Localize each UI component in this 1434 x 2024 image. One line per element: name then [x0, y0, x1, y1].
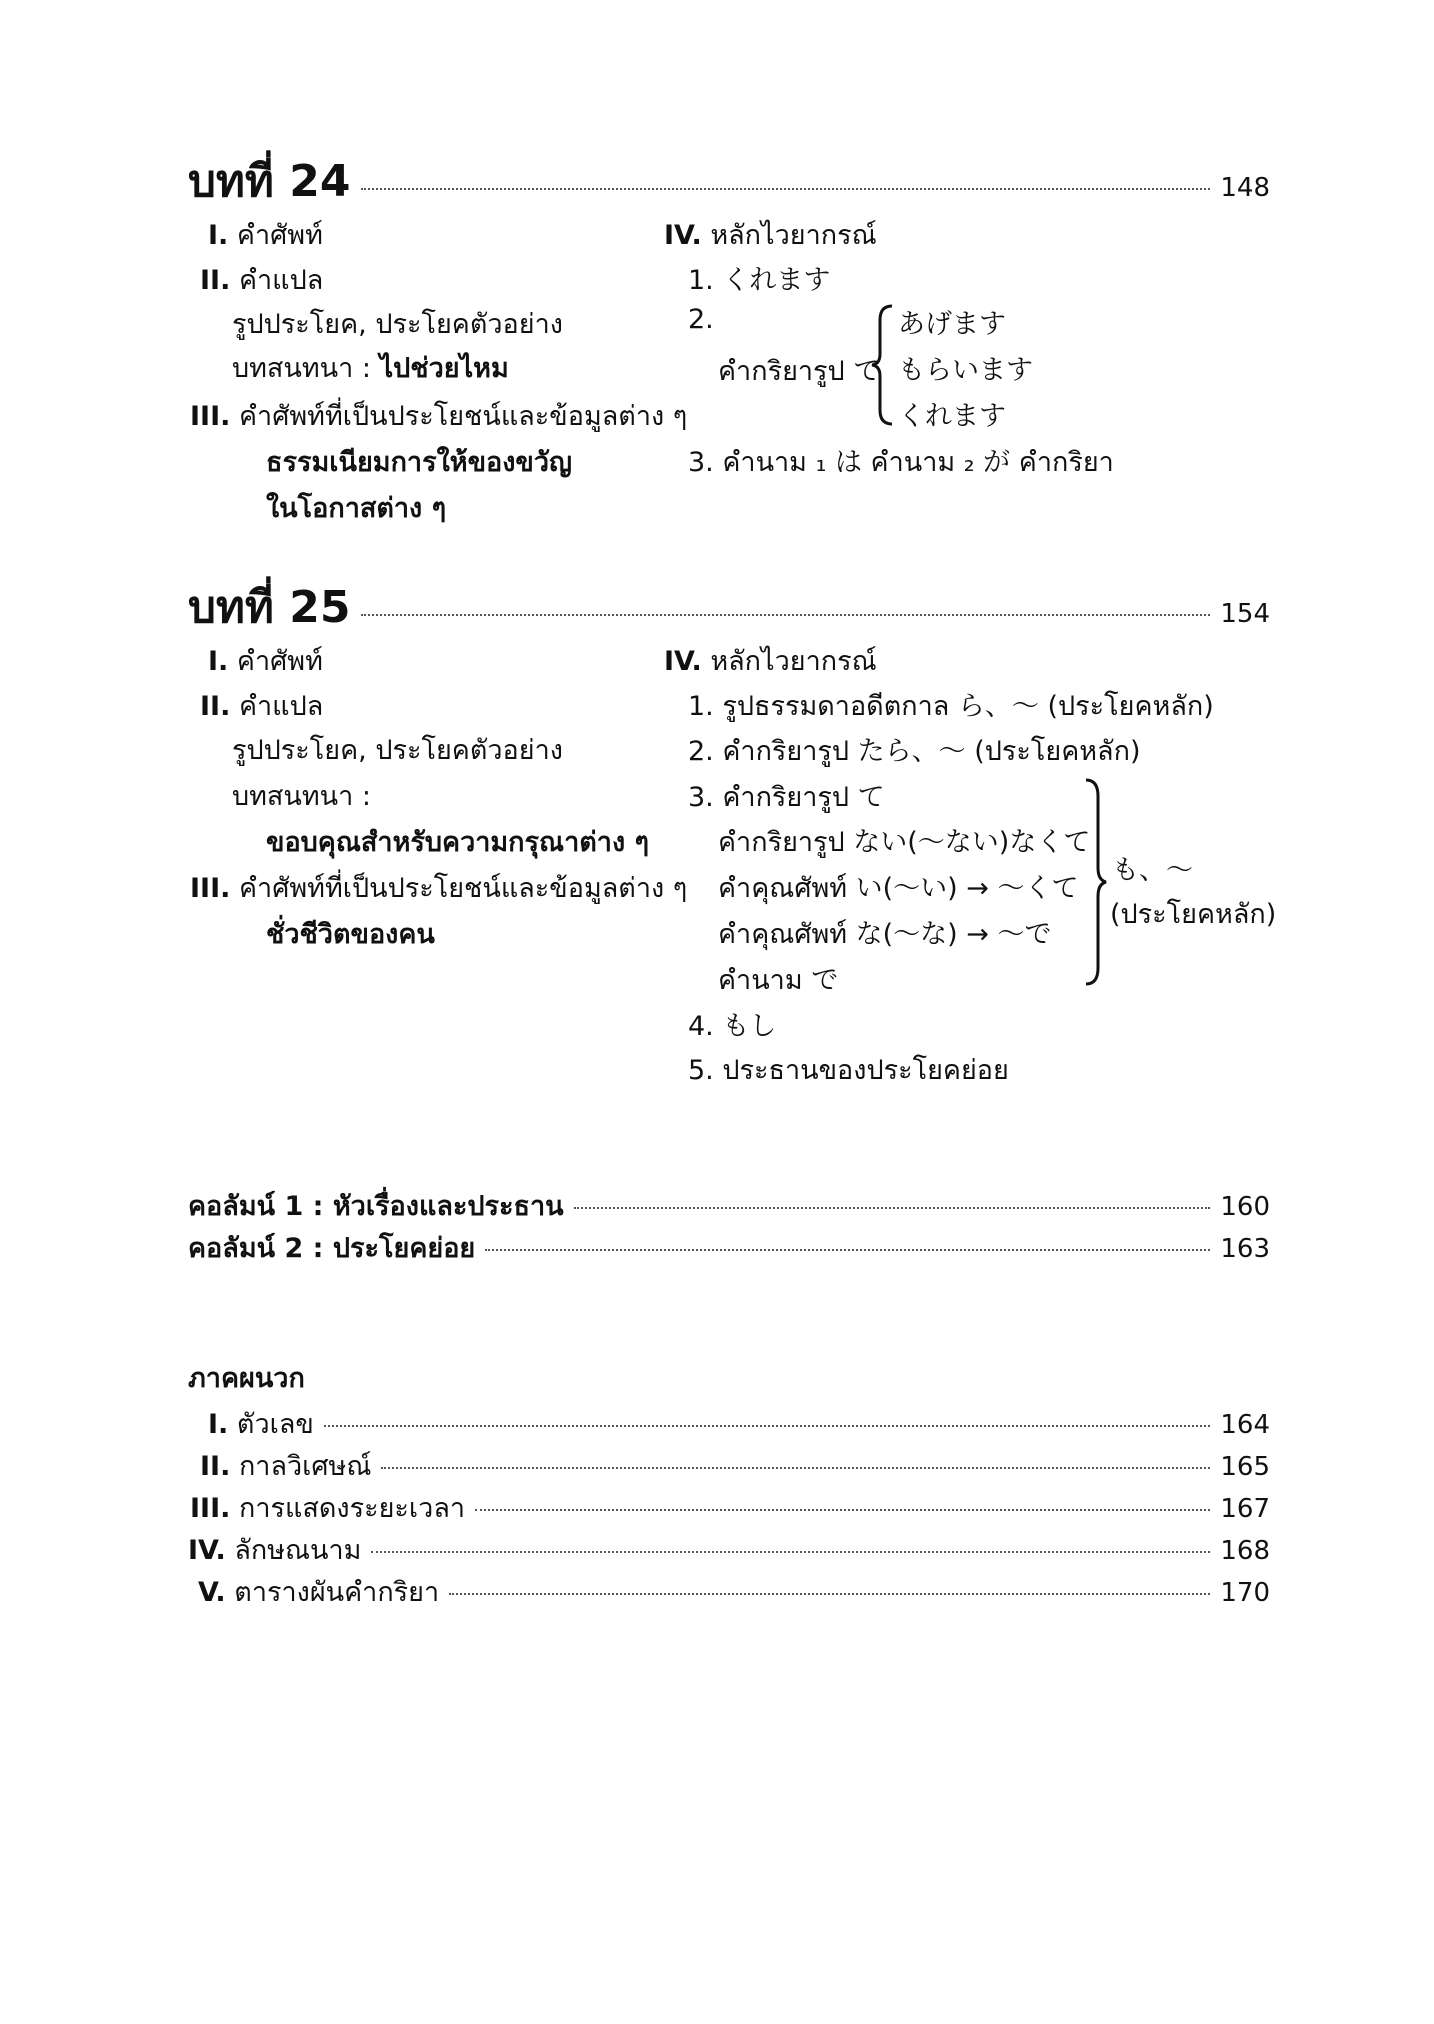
item-text: คำศัพท์	[236, 646, 323, 677]
appendix-row[interactable]	[190, 1486, 1270, 1529]
conversation-title: ไปช่วยไหม	[379, 353, 509, 384]
lesson24-grammar-2-label: คำกริยารูป て	[718, 356, 881, 387]
lesson25-item-1	[208, 639, 323, 682]
item-number: II.	[200, 265, 231, 296]
column-1-title: คอลัมน์ 1 : หัวเรื่องและประธาน	[188, 1191, 564, 1222]
appendix-row[interactable]	[200, 1444, 1270, 1487]
item-number: I.	[208, 646, 229, 677]
lesson24-grammar-heading	[664, 213, 877, 256]
lesson24-grammar-1: 1. くれます	[688, 265, 831, 296]
item-number: II.	[200, 691, 231, 722]
leader-dots	[475, 1509, 1210, 1511]
column-1-row[interactable]	[188, 1184, 1270, 1227]
appendix-row[interactable]	[208, 1402, 1270, 1445]
lesson25-grammar-3-line-2: คำกริยารูป ない(～ない)なくて	[718, 827, 1091, 858]
lesson25-grammar-5: 5. ประธานของประโยคย่อย	[688, 1055, 1009, 1086]
item-text: คำศัพท์ที่เป็นประโยชน์และข้อมูลต่าง ๆ	[239, 401, 688, 432]
lesson24-item-1	[208, 213, 323, 256]
lesson24-sentence-line: รูปประโยค, ประโยคตัวอย่าง	[232, 309, 563, 340]
leader-dots	[381, 1467, 1210, 1469]
leader-dots	[324, 1425, 1211, 1427]
leader-dots	[449, 1593, 1210, 1595]
leader-dots	[485, 1249, 1210, 1251]
lesson24-item-3-sub1: ธรรมเนียมการให้ของขวัญ	[266, 447, 573, 478]
left-brace-icon	[870, 302, 896, 428]
leader-dots	[361, 188, 1211, 190]
column-2-page: 163	[1220, 1234, 1270, 1264]
item-number: V.	[198, 1577, 226, 1608]
lesson24-grammar-2-option-3: くれます	[898, 401, 1006, 432]
appendix-item-text: ตัวเลข	[236, 1409, 314, 1440]
item-text: คำศัพท์ที่เป็นประโยชน์และข้อมูลต่าง ๆ	[239, 873, 688, 904]
item-text: คำศัพท์	[236, 220, 323, 251]
lesson25-conversation-title: ขอบคุณสำหรับความกรุณาต่าง ๆ	[266, 827, 650, 858]
lesson25-grammar-3-line-3: คำคุณศัพท์ い(～い) → ～くて	[718, 873, 1079, 904]
leader-dots	[574, 1207, 1211, 1209]
lesson25-grammar-3-right-1: も、～	[1112, 855, 1193, 886]
appendix-item-page: 164	[1220, 1410, 1270, 1440]
item-number: IV.	[664, 646, 702, 677]
item-text: คำแปล	[238, 265, 324, 296]
lesson24-item-3	[190, 394, 687, 437]
appendix-row[interactable]	[188, 1528, 1270, 1571]
leader-dots	[371, 1551, 1210, 1553]
item-text: คำแปล	[238, 691, 324, 722]
lesson24-grammar-2-option-2: もらいます	[898, 355, 1033, 386]
appendix-item-text: การแสดงระยะเวลา	[239, 1493, 466, 1524]
lesson25-heading-row[interactable]	[188, 572, 1270, 642]
item-number: II.	[200, 1451, 231, 1482]
appendix-item-text: ลักษณนาม	[234, 1535, 362, 1566]
grammar-title: หลักไวยากรณ์	[710, 220, 877, 251]
right-brace-icon	[1082, 776, 1108, 988]
item-number: I.	[208, 1409, 229, 1440]
appendix-row[interactable]	[198, 1570, 1270, 1613]
column-1-page: 160	[1220, 1192, 1270, 1222]
lesson25-page: 154	[1220, 599, 1270, 629]
lesson24-title: บทที่ 24	[188, 156, 351, 207]
lesson24-item-2	[200, 258, 323, 301]
item-number: III.	[190, 873, 231, 904]
lesson24-heading-row[interactable]	[188, 146, 1270, 216]
item-number: IV.	[664, 220, 702, 251]
item-number: III.	[190, 401, 231, 432]
appendix-item-page: 170	[1220, 1578, 1270, 1608]
lesson25-grammar-3-right-2: (ประโยคหลัก)	[1110, 899, 1277, 930]
lesson24-grammar-3: 3. คำนาม ₁ は คำนาม ₂ が คำกริยา	[688, 447, 1114, 478]
lesson24-grammar-2: 2.	[688, 304, 714, 335]
lesson25-grammar-2: 2. คำกริยารูป たら、～ (ประโยคหลัก)	[688, 736, 1141, 767]
item-number: IV.	[188, 1535, 226, 1566]
conversation-prefix: บทสนทนา :	[232, 353, 380, 384]
column-2-title: คอลัมน์ 2 : ประโยคย่อย	[188, 1233, 476, 1264]
lesson25-item-3	[190, 866, 687, 909]
appendix-item-page: 165	[1220, 1452, 1270, 1482]
lesson25-title: บทที่ 25	[188, 582, 351, 633]
lesson25-grammar-3-line-5: คำนาม で	[718, 965, 839, 996]
lesson25-grammar-1: 1. รูปธรรมดาอดีตกาล ら、～ (ประโยคหลัก)	[688, 691, 1214, 722]
lesson25-grammar-3-line-1: 3. คำกริยารูป て	[688, 782, 885, 813]
item-number: I.	[208, 220, 229, 251]
lesson25-grammar-4: 4. もし	[688, 1011, 777, 1042]
lesson24-grammar-2-option-1: あげます	[898, 309, 1006, 340]
lesson25-conversation-prefix: บทสนทนา :	[232, 781, 371, 812]
lesson24-conversation	[232, 346, 509, 389]
item-number: III.	[190, 1493, 231, 1524]
grammar-title: หลักไวยากรณ์	[710, 646, 877, 677]
appendix-item-page: 168	[1220, 1536, 1270, 1566]
column-2-row[interactable]	[188, 1226, 1270, 1269]
lesson25-grammar-heading	[664, 639, 877, 682]
leader-dots	[361, 614, 1211, 616]
appendix-item-text: กาลวิเศษณ์	[238, 1451, 372, 1482]
appendix-item-text: ตารางผันคำกริยา	[234, 1577, 440, 1608]
lesson24-page: 148	[1220, 173, 1270, 203]
lesson25-grammar-3-line-4: คำคุณศัพท์ な(～な) → ～で	[718, 919, 1052, 950]
appendix-item-page: 167	[1220, 1494, 1270, 1524]
lesson25-item-3-sub1: ชั่วชีวิตของคน	[266, 919, 435, 950]
lesson25-item-2	[200, 684, 323, 727]
lesson25-sentence-line: รูปประโยค, ประโยคตัวอย่าง	[232, 735, 563, 766]
appendix-title: ภาคผนวก	[188, 1363, 305, 1394]
lesson24-item-3-sub2: ในโอกาสต่าง ๆ	[266, 493, 447, 524]
